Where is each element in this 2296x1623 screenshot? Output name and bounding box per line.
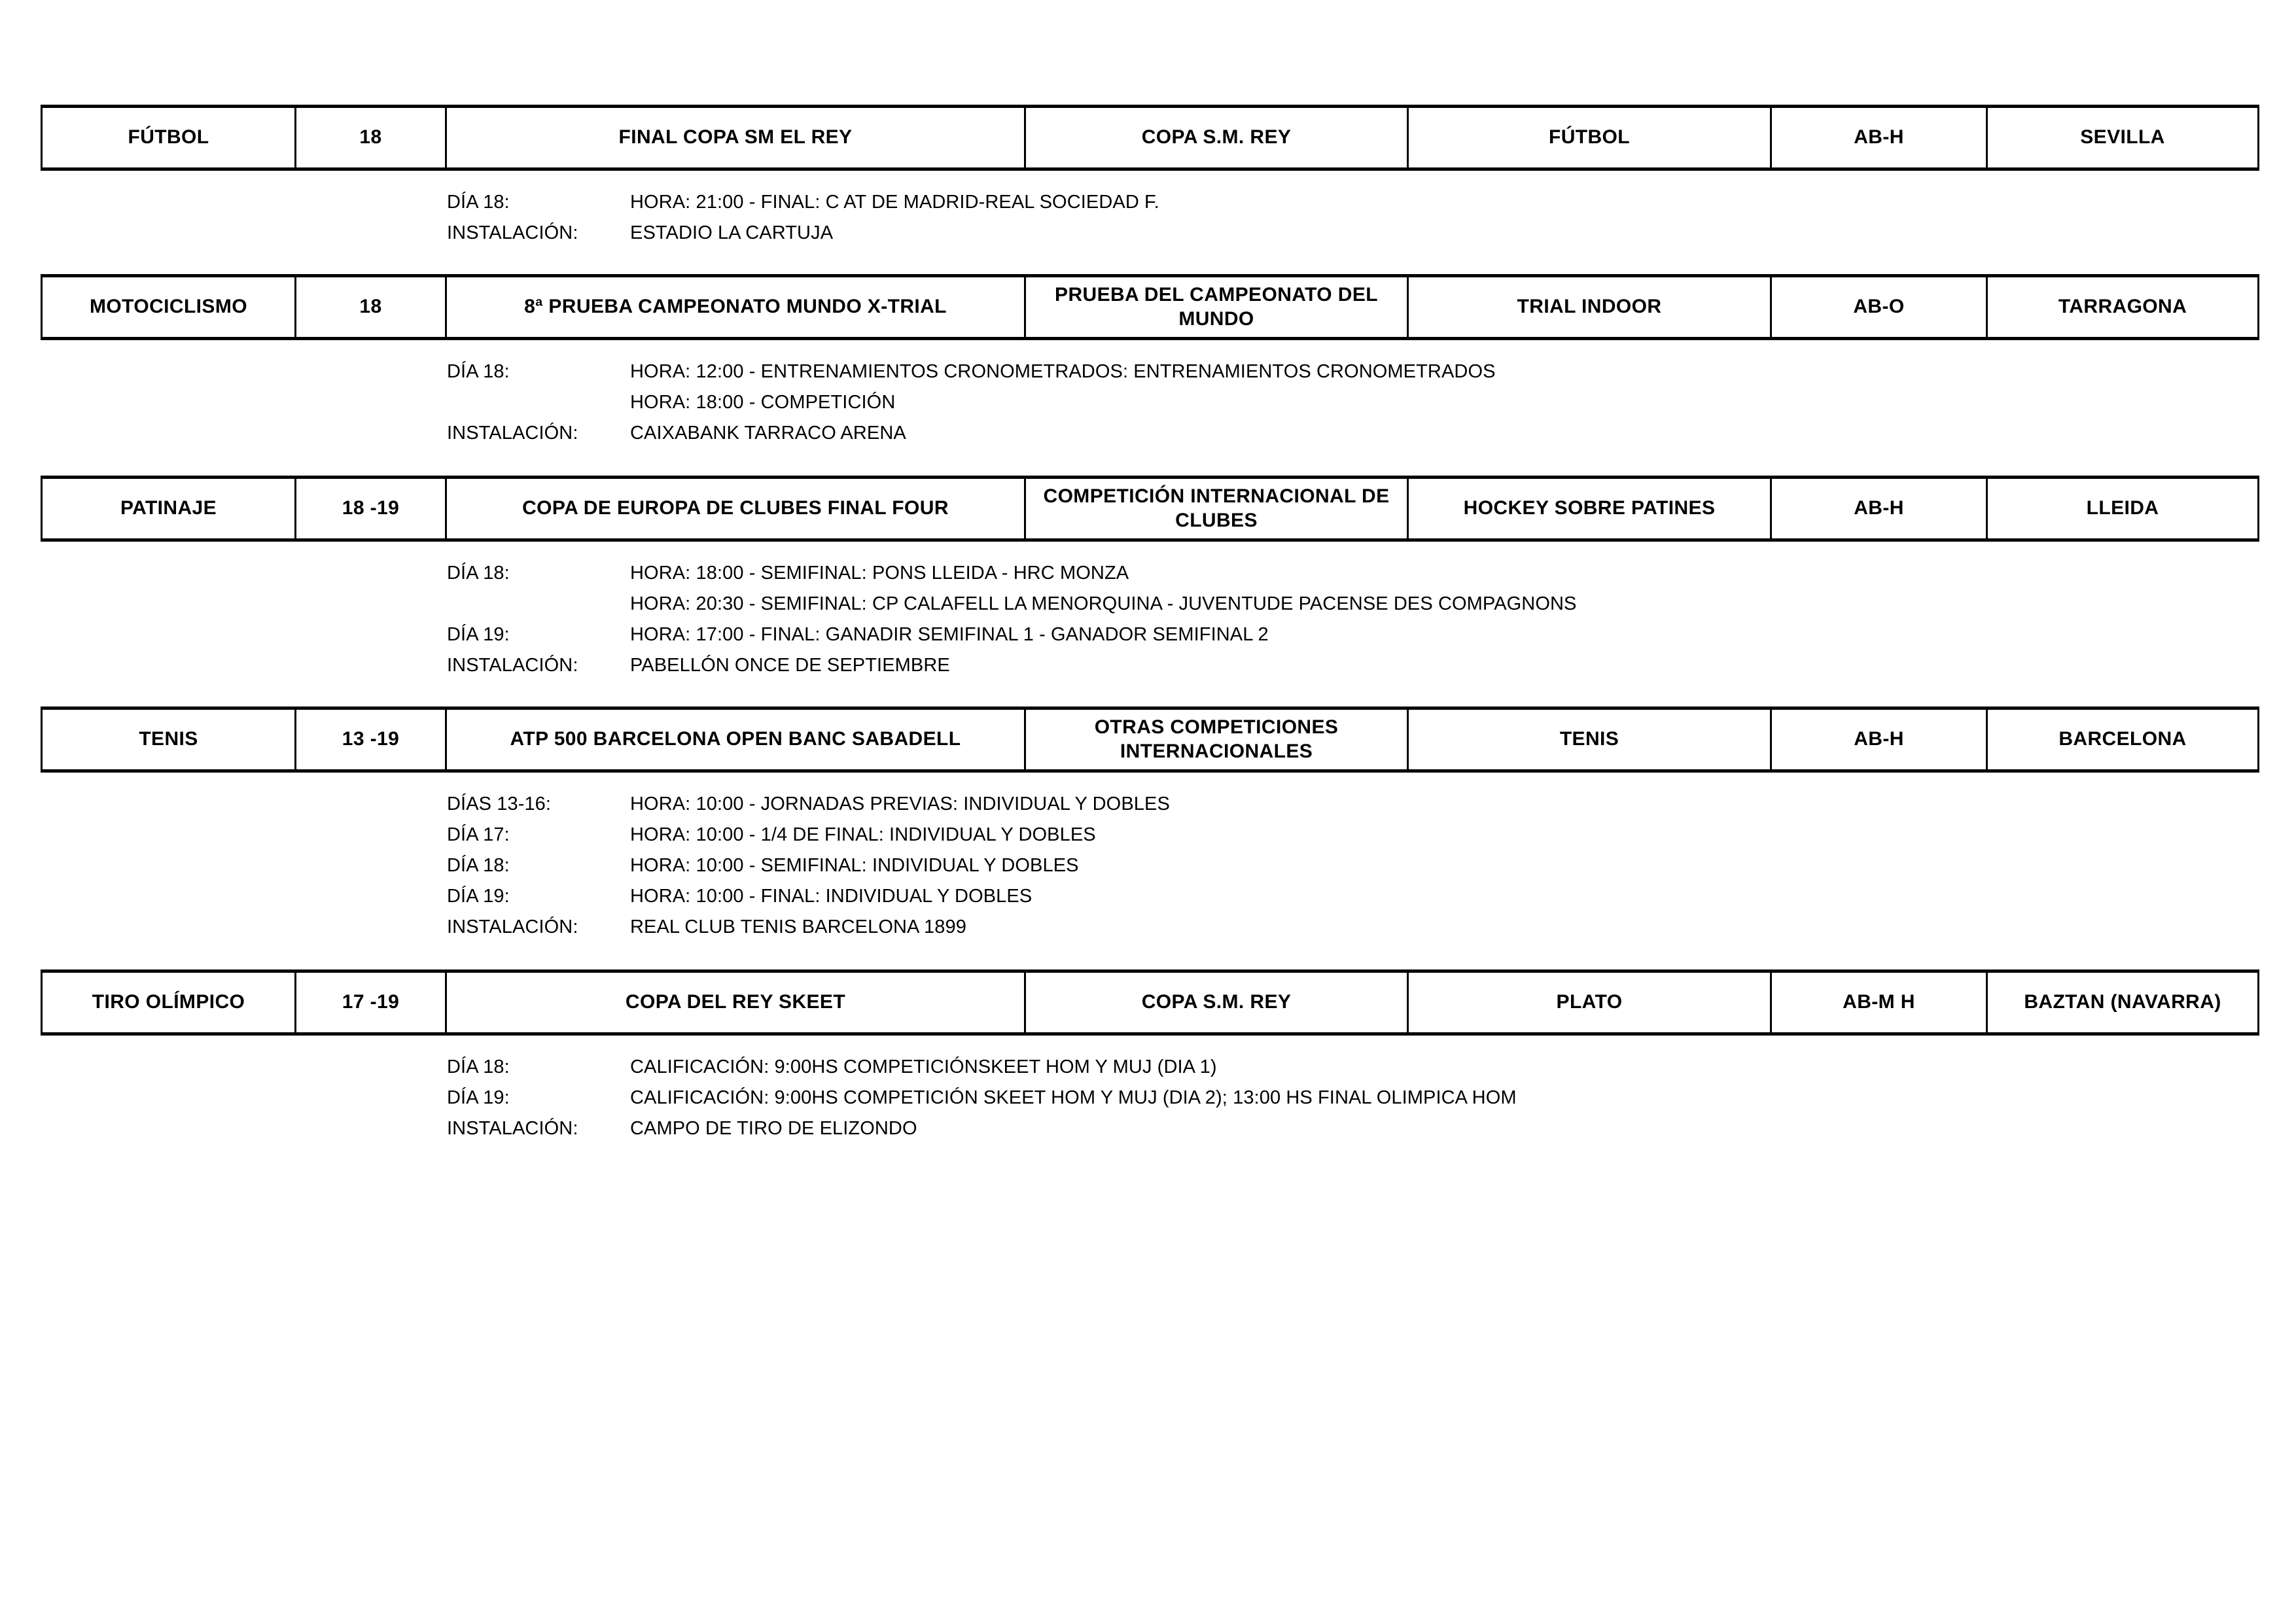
event-summary-table <box>41 274 2259 340</box>
detail-line <box>447 564 2257 583</box>
table-row <box>42 971 2259 1034</box>
cell-days: 18 -19 <box>296 478 446 540</box>
detail-value: CAIXABANK TARRACO ARENA <box>630 423 906 444</box>
cell-modality: PLATO <box>1408 971 1771 1034</box>
table-row <box>42 708 2259 771</box>
detail-value: HORA: 10:00 - 1/4 DE FINAL: INDIVIDUAL Y DOBLES <box>630 824 1096 845</box>
cell-sport: PATINAJE <box>42 478 296 540</box>
cell-days: 13 -19 <box>296 708 446 771</box>
cell-level: AB-H <box>1771 708 1987 771</box>
detail-label: INSTALACIÓN: <box>447 916 578 937</box>
cell-venue: TARRAGONA <box>1987 276 2259 339</box>
block-spacer <box>41 457 2257 476</box>
detail-line <box>447 362 2257 381</box>
detail-line <box>447 595 2257 614</box>
cell-name: 8ª PRUEBA CAMPEONATO MUNDO X-TRIAL <box>446 276 1025 339</box>
detail-line <box>447 856 2257 875</box>
detail-label: INSTALACIÓN: <box>447 222 578 243</box>
detail-value: HORA: 12:00 - ENTRENAMIENTOS CRONOMETRADOS: ENTRENAMIENTOS CRONOMETRADOS <box>630 361 1496 382</box>
detail-value: ESTADIO LA CARTUJA <box>630 222 834 243</box>
cell-sport: FÚTBOL <box>42 107 296 169</box>
detail-label: DÍA 19: <box>447 1087 510 1108</box>
detail-line <box>447 1089 2257 1108</box>
detail-line <box>447 625 2257 644</box>
table-row <box>42 276 2259 339</box>
detail-line <box>447 795 2257 814</box>
cell-venue: LLEIDA <box>1987 478 2259 540</box>
cell-days: 18 <box>296 276 446 339</box>
cell-name: COPA DEL REY SKEET <box>446 971 1025 1034</box>
detail-line <box>447 393 2257 412</box>
cell-days: 18 <box>296 107 446 169</box>
detail-value: HORA: 10:00 - SEMIFINAL: INDIVIDUAL Y DOBLES <box>630 855 1079 876</box>
event-block-tiro-olimpico <box>41 969 2257 1138</box>
cell-category: COPA S.M. REY <box>1025 971 1408 1034</box>
cell-modality: TRIAL INDOOR <box>1408 276 1771 339</box>
event-summary-table <box>41 969 2259 1036</box>
event-block-patinaje <box>41 476 2257 675</box>
detail-line <box>447 1119 2257 1138</box>
event-block-tenis <box>41 707 2257 937</box>
detail-label: INSTALACIÓN: <box>447 423 578 444</box>
detail-value: HORA: 20:30 - SEMIFINAL: CP CALAFELL LA MENORQUINA - JUVENTUDE PACENSE DES COMPAGNONS <box>630 593 1577 614</box>
event-summary-table <box>41 105 2259 171</box>
detail-value: HORA: 10:00 - JORNADAS PREVIAS: INDIVIDUAL Y DOBLES <box>630 794 1170 814</box>
cell-category: COPA S.M. REY <box>1025 107 1408 169</box>
table-row <box>42 107 2259 169</box>
cell-venue: BARCELONA <box>1987 708 2259 771</box>
cell-sport: MOTOCICLISMO <box>42 276 296 339</box>
detail-line <box>447 826 2257 845</box>
detail-label: DÍA 18: <box>447 1056 510 1077</box>
detail-label: DÍAS 13-16: <box>447 794 552 814</box>
detail-line <box>447 224 2257 243</box>
event-details <box>447 1036 2257 1138</box>
block-spacer <box>41 257 2257 274</box>
detail-label: DÍA 17: <box>447 824 510 845</box>
cell-level: AB-O <box>1771 276 1987 339</box>
block-spacer <box>41 689 2257 707</box>
cell-category: COMPETICIÓN INTERNACIONAL DE CLUBES <box>1025 478 1408 540</box>
events-schedule-sheet <box>41 105 2257 1153</box>
detail-line <box>447 918 2257 937</box>
detail-value: HORA: 18:00 - SEMIFINAL: PONS LLEIDA - HRC MONZA <box>630 563 1129 584</box>
detail-label: DÍA 18: <box>447 361 510 382</box>
detail-line <box>447 656 2257 675</box>
cell-category: PRUEBA DEL CAMPEONATO DEL MUNDO <box>1025 276 1408 339</box>
detail-value: CALIFICACIÓN: 9:00HS COMPETICIÓN SKEET HOM Y MUJ (DIA 2); 13:00 HS FINAL OLIMPICA HOM <box>630 1087 1517 1108</box>
detail-label: DÍA 18: <box>447 563 510 584</box>
detail-label: INSTALACIÓN: <box>447 655 578 676</box>
cell-modality: TENIS <box>1408 708 1771 771</box>
detail-value: CALIFICACIÓN: 9:00HS COMPETICIÓNSKEET HOM Y MUJ (DIA 1) <box>630 1056 1217 1077</box>
event-details <box>447 773 2257 937</box>
event-details <box>447 542 2257 675</box>
cell-days: 17 -19 <box>296 971 446 1034</box>
event-details <box>447 171 2257 243</box>
cell-name: ATP 500 BARCELONA OPEN BANC SABADELL <box>446 708 1025 771</box>
cell-modality: FÚTBOL <box>1408 107 1771 169</box>
event-summary-table <box>41 476 2259 542</box>
detail-value: CAMPO DE TIRO DE ELIZONDO <box>630 1118 917 1139</box>
detail-line <box>447 424 2257 443</box>
detail-value: PABELLÓN ONCE DE SEPTIEMBRE <box>630 655 950 676</box>
detail-line <box>447 887 2257 906</box>
cell-modality: HOCKEY SOBRE PATINES <box>1408 478 1771 540</box>
detail-value: HORA: 21:00 - FINAL: C AT DE MADRID-REAL SOCIEDAD F. <box>630 192 1159 213</box>
detail-label: DÍA 18: <box>447 855 510 876</box>
table-row <box>42 478 2259 540</box>
event-block-motociclismo <box>41 274 2257 443</box>
block-spacer <box>41 951 2257 969</box>
detail-label: INSTALACIÓN: <box>447 1118 578 1139</box>
cell-level: AB-H <box>1771 107 1987 169</box>
detail-value: HORA: 17:00 - FINAL: GANADIR SEMIFINAL 1 - GANADOR SEMIFINAL 2 <box>630 624 1269 645</box>
cell-venue: BAZTAN (NAVARRA) <box>1987 971 2259 1034</box>
detail-value: REAL CLUB TENIS BARCELONA 1899 <box>630 916 966 937</box>
detail-value: HORA: 10:00 - FINAL: INDIVIDUAL Y DOBLES <box>630 886 1033 907</box>
cell-name: FINAL COPA SM EL REY <box>446 107 1025 169</box>
cell-name: COPA DE EUROPA DE CLUBES FINAL FOUR <box>446 478 1025 540</box>
cell-level: AB-M H <box>1771 971 1987 1034</box>
detail-value: HORA: 18:00 - COMPETICIÓN <box>630 392 896 413</box>
cell-sport: TIRO OLÍMPICO <box>42 971 296 1034</box>
event-summary-table <box>41 707 2259 773</box>
event-details <box>447 340 2257 443</box>
detail-label: DÍA 19: <box>447 624 510 645</box>
detail-label: DÍA 19: <box>447 886 510 907</box>
event-block-futbol <box>41 105 2257 243</box>
detail-label: DÍA 18: <box>447 192 510 213</box>
cell-venue: SEVILLA <box>1987 107 2259 169</box>
cell-level: AB-H <box>1771 478 1987 540</box>
cell-sport: TENIS <box>42 708 296 771</box>
detail-line <box>447 1058 2257 1077</box>
detail-line <box>447 193 2257 212</box>
cell-category: OTRAS COMPETICIONES INTERNACIONALES <box>1025 708 1408 771</box>
